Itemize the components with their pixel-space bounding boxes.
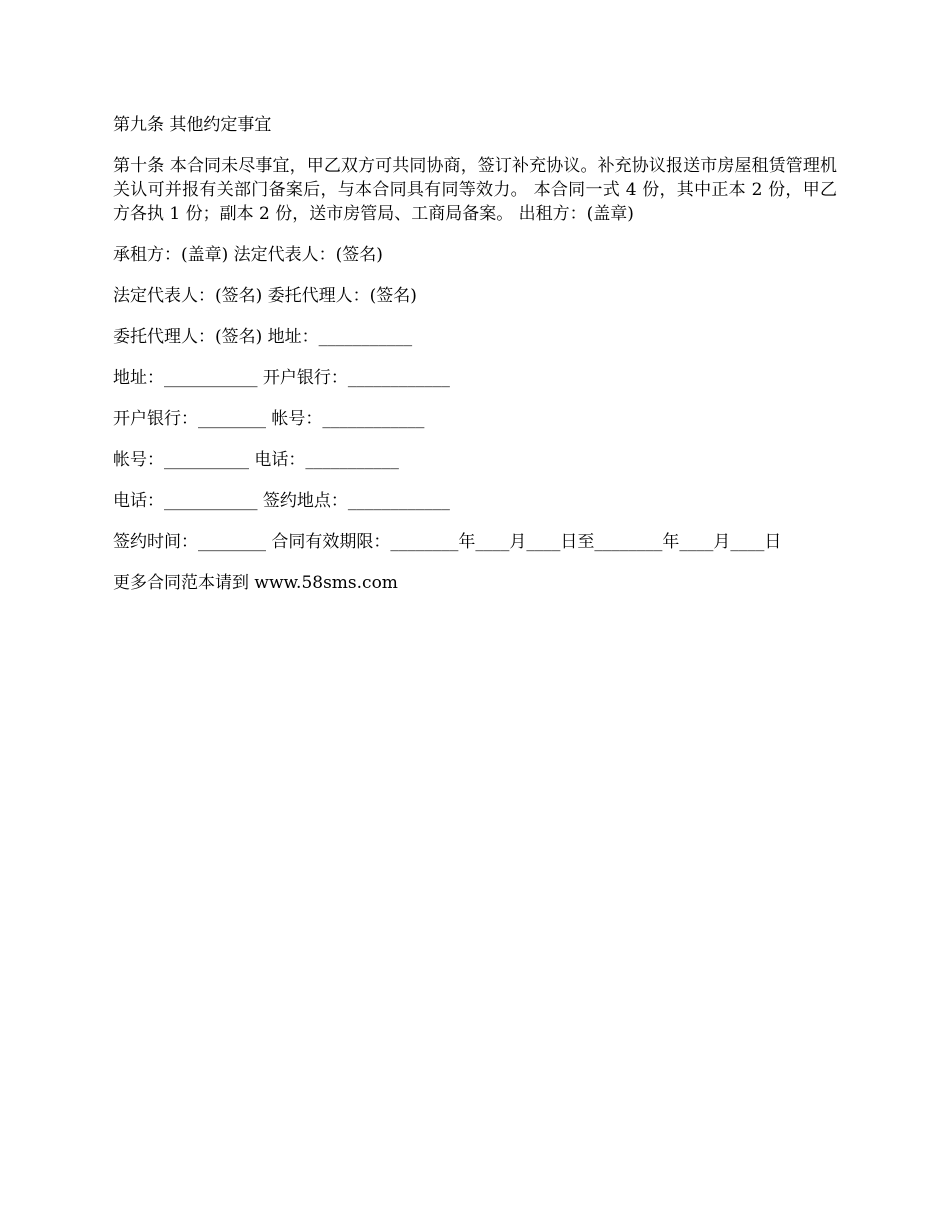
- article-nine-heading: 第九条 其他约定事宜: [113, 115, 272, 135]
- article-ten-paragraph: 第十条 本合同未尽事宜，甲乙双方可共同协商，签订补充协议。补充协议报送市房屋租赁管理机关认可并报有关部门备案后，与本合同具有同等效力。 本合同一式 4 份，其中正本 2 份，甲乙方各执 1 份；副本 2 份，送市房管局、工商局备案。 出租方：(盖章): [113, 156, 837, 224]
- signature-line-agent: 委托代理人：(签名) 地址：___________: [113, 327, 413, 347]
- signature-line-legal-rep: 法定代表人：(签名) 委托代理人：(签名): [113, 286, 417, 306]
- signature-line-phone: 电话：___________ 签约地点：____________: [113, 491, 450, 511]
- signature-line-bank: 开户银行：________ 帐号：____________: [113, 409, 425, 429]
- signature-line-account: 帐号：__________ 电话：___________: [113, 450, 399, 470]
- document-body: [113, 113, 837, 612]
- signature-line-address: 地址：___________ 开户银行：____________: [113, 368, 450, 388]
- signature-line-lessee: 承租方：(盖章) 法定代表人：(签名): [113, 245, 383, 265]
- footer-website-note: 更多合同范本请到 www.58sms.com: [113, 573, 398, 593]
- signature-line-date-term: 签约时间：________ 合同有效期限：________年____月____日至________年____月____日: [113, 532, 782, 552]
